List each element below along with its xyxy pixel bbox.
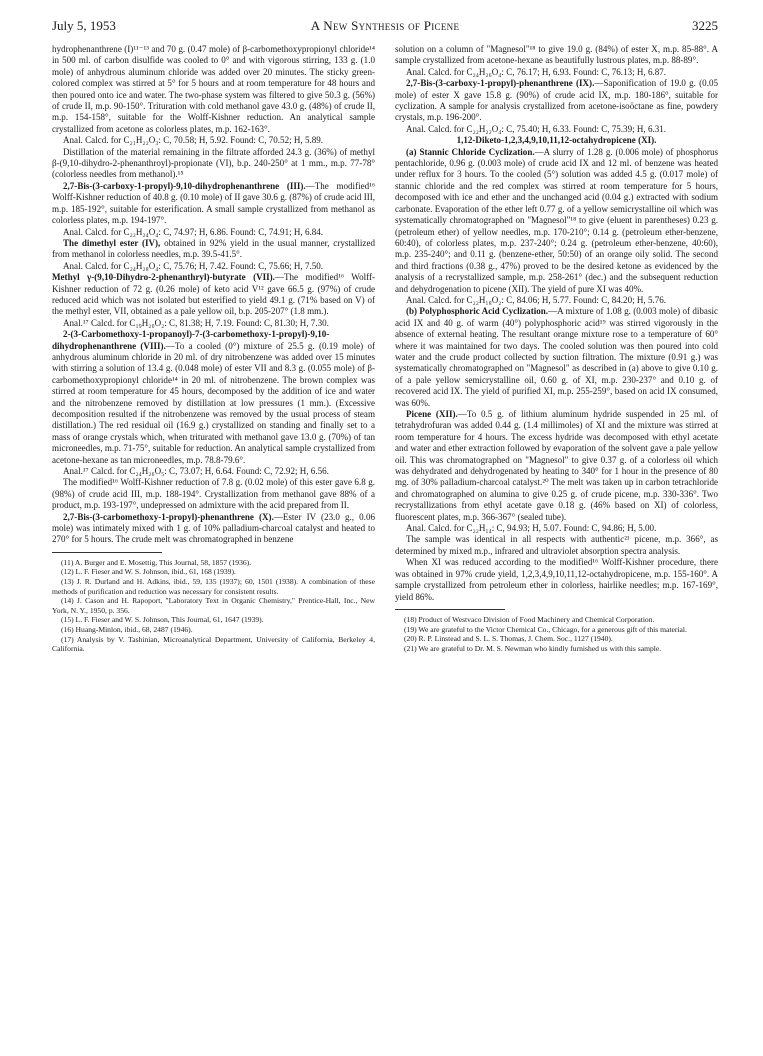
compound-title: Methyl γ-(9,10-Dihydro-2-phenanthryl)-butyrate (VII). bbox=[52, 272, 275, 283]
running-header bbox=[52, 14, 718, 40]
procedure-title: (a) Stannic Chloride Cyclization. bbox=[406, 146, 535, 157]
paragraph bbox=[395, 78, 718, 124]
compound-title: 2,7-Bis-(3-carbomethoxy-1-propyl)-phenanthrene (X). bbox=[63, 511, 274, 522]
paragraph: hydrophenanthrene (I)¹¹⁻¹³ and 70 g. (0.47 mole) of β-carbomethoxypropionyl chloride¹⁴ in 500 ml. of carbon disulfide was cooled to 0° and with vigorous stirring, 133 g. (1.0 mole) of anhydrous aluminum chloride was added over 20 minutes. The sticky green-colored complex was stirred at 5° for 5 hours and at room temperature for 48 hours and then poured onto ice and water. The two-phase system was filtered to give 50.3 g. (56%) of crude II, m.p. 90-150°. Trituration with cold methanol gave 43.0 g. (48%) of crude II, m.p. 154-158°, suitable for the Wolff-Kishner reduction. An analytical sample crystallized from acetone as colorless plates, m.p. 162-163°. bbox=[52, 44, 375, 134]
right-column bbox=[395, 44, 718, 1034]
paragraph bbox=[52, 512, 375, 546]
paragraph bbox=[52, 181, 375, 227]
compound-title: 2,7-Bis-(3-carboxy-1-propyl)-phenanthrene (IX). bbox=[406, 78, 595, 89]
paragraph bbox=[395, 306, 718, 409]
compound-title: The dimethyl ester (IV), bbox=[63, 237, 161, 248]
paragraph bbox=[52, 238, 375, 261]
paragraph bbox=[52, 272, 375, 318]
journal-page bbox=[52, 14, 718, 1044]
paragraph: When XI was reduced according to the modified¹⁶ Wolff-Kishner procedure, there was obtained in 97% crude yield, 1,2,3,4,9,10,11,12-octahydropicene, m.p. 155-160°. A sample crystallized from petroleum ether in colorless, hairlike needles; m.p. 167-169°, yield 86%. bbox=[395, 557, 718, 602]
section-heading: 1,12-Diketo-1,2,3,4,9,10,11,12-octahydropicene (XI). bbox=[456, 135, 657, 146]
footnote: (17) Analysis by V. Tashinian, Microanalytical Department, University of California, Berkeley 4, California. bbox=[52, 634, 375, 654]
paragraph-text: —Saponification of 19.0 g. (0.05 mole) of ester X gave 15.8 g. (90%) of crude acid IX, m.p. 180-186°, suitable for cyclization. A sample for analysis crystallized from acetone-isoöctane as fine, powdery crystals, m.p. 196-200°. bbox=[395, 78, 718, 123]
header-date: July 5, 1953 bbox=[52, 18, 116, 33]
footnote: (12) L. F. Fieser and W. S. Johnson, ibid., 61, 168 (1939). bbox=[61, 567, 236, 577]
two-column-body bbox=[52, 44, 718, 1034]
footnote: (14) J. Cason and H. Rapoport, "Laboratory Text in Organic Chemistry," Prentice-Hall, Inc., New York, N. Y., 1950, p. 356. bbox=[52, 596, 375, 615]
paragraph-text: —A mixture of 1.08 g. (0.003 mole) of dibasic acid IX and 40 g. of warm (40°) polyphosphoric acid¹⁹ was stirred vigorously in the absence of external heating. The resultant orange mixture rose to a temperature of 60° where it was maintained for two days. The cooled solution was then poured into cold water and the crude product collected by suction filtration. The mixture (0.91 g.) was systematically chromatographed on "Magnesol" as described in (a) above to give 0.10 g. of a pale yellow semicrystalline oil, 0.60 g. of XI, m.p. 230-237° and 0.10 g. of recovered acid IX. The yield of purified XI, m.p. 255-259°, based on acid IX consumed, was 60%. bbox=[395, 306, 718, 408]
paragraph-text: obtained in 92% yield in the usual manner, crystallized from methanol in colorless needles, m.p. 39.5-41.5°. bbox=[52, 237, 375, 260]
compound-title: 2,7-Bis-(3-carboxy-1-propyl)-9,10-dihydrophenanthrene (III). bbox=[63, 180, 306, 191]
compound-title: Picene (XII). bbox=[406, 409, 458, 419]
header-page-number: 3225 bbox=[692, 18, 718, 33]
paragraph-text: —The modified¹⁶ Wolff-Kishner reduction of 72 g. (0.26 mole) of keto acid V¹² gave 66.5 g. (97%) of crude reduced acid which was not isolated but esterified to yield 49.1 g. (71% based on V) of the methyl ester, VII, obtained as a pale yellow oil, b.p. 205-207° (1.8 mm.). bbox=[52, 272, 375, 317]
header-title: A New Synthesis of Picene bbox=[310, 18, 460, 33]
footnote-divider bbox=[395, 609, 505, 610]
footnote: (15) L. F. Fieser and W. S. Johnson, This Journal, 61, 1647 (1939). bbox=[61, 615, 264, 625]
compound-title: 2-(3-Carbomethoxy-1-propanoyl)-7-(3-carbomethoxy-1-propyl)-9,10-dihydrophenanthrene (VIII). bbox=[52, 329, 330, 351]
footnote-divider bbox=[52, 552, 162, 553]
left-column bbox=[52, 44, 375, 1034]
paragraph bbox=[52, 329, 375, 466]
analysis-line: Anal. Calcd. for C₂₁H₂₂O₃: C, 70.58; H, 5.92. Found: C, 70.52; H, 5.89. bbox=[63, 135, 324, 146]
paragraph: The modified¹⁶ Wolff-Kishner reduction of 7.8 g. (0.02 mole) of this ester gave 6.8 g. (98%) of crude acid III, m.p. 188-194°. Crystallization from methanol gave 88% of a product, m.p. 193-197°, undepressed on admixture with the acid prepared from II. bbox=[52, 477, 375, 511]
paragraph: Distillation of the material remaining in the filtrate afforded 24.3 g. (36%) of methyl β-(9,10-dihydro-2-phenanthroyl)-propionate (VI), b.p. 240-250° at 1 mm., m.p. 77-78° (colorless needles from methanol).¹⁵ bbox=[52, 146, 375, 180]
analysis-line: Anal. Calcd. for C₂₂H₂₂O₄: C, 75.40; H, 6.33. Found: C, 75.39; H, 6.31. bbox=[406, 123, 667, 134]
paragraph-text: —To a cooled (0°) mixture of 25.5 g. (0.19 mole) of anhydrous aluminum chloride in 20 ml. of dry nitrobenzene was added over 15 minutes with stirring a solution of 13.4 g. (0.048 mole) of ester VII and 8.3 g. (0.055 mole) of β-carbomethoxypropionyl chloride¹⁴ in 20 ml. of nitrobenzene. The brown complex was stirred at room temperature for 45 hours, decomposed by the addition of ice and water and the nitrobenzene removed by distillation at low pressures (1 mm.). (Excessive decomposition resulted if the nitrobenzene was removed by the usual process of steam distillation.) The red residual oil (16.9 g.) crystallized on standing and finally set to a mass of orange crystals which, when triturated with methanol gave 13.0 g. (70%) of tan microneedles, m.p. 71-75°, suitable for reduction. An analytical sample crystallized from acetone-hexane as tan microneedles, m.p. 78.8-79.6°. bbox=[52, 340, 375, 465]
analysis-line: Anal. Calcd. for C₂₂H₂₄O₄: C, 74.97; H, 6.86. Found: C, 74.91; H, 6.84. bbox=[63, 226, 324, 237]
footnote: (18) Product of Westvaco Division of Food Machinery and Chemical Corporation. bbox=[404, 614, 655, 624]
footnotes bbox=[52, 558, 375, 654]
paragraph-text: —A slurry of 1.28 g. (0.006 mole) of phosphorus pentachloride, 0.96 g. (0.003 mole) of crude acid IX and 12 ml. of benzene was heated under reflux for 3 hours. To the cooled (5°) solution was added 4.5 g. (0.017 mole) of stannic chloride and the red complex was stirred at room temperature for 5 hours, decomposed with ice and ether and the unchanged acid (0.04 g.) extracted with sodium carbonate. Evaporation of the ether left 0.77 g. of a yellow semicrystalline oil which was systematically chromatographed on "Magnesol"¹⁸ to give (eluent in parentheses) 0.23 g. (petroleum ether) of yellow needles, m.p. 170-210°; 0.14 g. (petroleum ether-benzene, 60:40), of colorless plates, m.p. 237-240°; 0.24 g. (petroleum ether-benzene, 40:60), m.p. 235-240°; and 0.11 g. (benzene-ether, 50:50) of an orange oily solid. The second and third fractions (0.38 g., 47%) proved to be the desired ketone as evidenced by the analysis of a recrystallized sample, m.p. 258-261° (dec.) and the subsequent reduction and dehydrogenation to picene (XII). The yield of pure XI was 40%. bbox=[395, 146, 718, 294]
paragraph bbox=[395, 409, 718, 523]
footnotes bbox=[395, 615, 718, 653]
paragraph-text: —Ester IV (23.0 g., 0.06 mole) was intimately mixed with 1 g. of 10% palladium-charcoal catalyst and heated to 270° for 5 hours. The crude melt was chromatographed in benzene bbox=[52, 511, 375, 545]
paragraph bbox=[395, 147, 718, 295]
analysis-line: Anal. Calcd. for C₂₄H₂₆O₄: C, 76.17; H, 6.93. Found: C, 76.13; H, 6.87. bbox=[406, 66, 667, 77]
analysis-line: Anal. Calcd. for C₂₄H₂₈O₄: C, 75.76; H, 7.42. Found: C, 75.66; H, 7.50. bbox=[63, 260, 324, 271]
analysis-line: Anal. Calcd. for C₂₂H₁₈O₂: C, 84.06; H, 5.77. Found: C, 84.20; H, 5.76. bbox=[406, 294, 667, 305]
paragraph-text: —To 0.5 g. of lithium aluminum hydride suspended in 25 ml. of tetrahydrofuran was added 0.44 g. (1.4 millimoles) of XI and the mixture was stirred at room temperature for 4 hours. The excess hydride was decomposed with ethyl acetate and water and ether extraction followed by evaporation of the solvent gave a pale yellow oil. This was chromatographed on "Magnesol" to give 0.37 g. of a colorless oil which was dehydrated and dehydrogenated by heating to 340° for 1 hour in the presence of 80 mg. of 30% palladium-charcoal catalyst.²⁰ The melt was taken up in carbon tetrachloride and chromatographed on alumina to give 0.25 g. of crude picene, m.p. 330-336°. Two recrystallizations from ethyl acetate gave 0.18 g. (46% based on XI) of colorless, fluorescent plates, m.p. 366-367° (sealed tube). bbox=[395, 409, 718, 522]
footnote: (16) Huang-Minlon, ibid., 68, 2487 (1946). bbox=[61, 625, 193, 635]
footnote: (20) R. P. Linstead and S. L. S. Thomas, J. Chem. Soc., 1127 (1940). bbox=[404, 634, 613, 644]
analysis-line: Anal.¹⁷ Calcd. for C₂₄H₂₆O₅: C, 73.07; H, 6.64. Found: C, 72.92; H, 6.56. bbox=[63, 466, 329, 477]
footnote: (19) We are grateful to the Victor Chemical Co., Chicago, for a generous gift of this material. bbox=[404, 624, 687, 634]
analysis-line: Anal.¹⁷ Calcd. for C₁₉H₂₀O₂: C, 81.38; H, 7.19. Found: C, 81.30; H, 7.30. bbox=[63, 317, 329, 328]
paragraph: The sample was identical in all respects with authentic²¹ picene, m.p. 366°, as determined by mixed m.p., infrared and ultraviolet absorption spectra analysis. bbox=[395, 534, 718, 556]
footnote: (13) J. R. Durland and H. Adkins, ibid., 59, 135 (1937); 60, 1501 (1938). A combination of these methods of purification and reduction was necessary for consistent results. bbox=[52, 577, 375, 596]
footnote: (11) A. Burger and E. Mosettig, This Journal, 58, 1857 (1936). bbox=[61, 557, 252, 567]
footnote: (21) We are grateful to Dr. M. S. Newman who kindly furnished us with this sample. bbox=[404, 643, 662, 653]
analysis-line: Anal. Calcd. for C₂₂H₁₄: C, 94.93; H, 5.07. Found: C, 94.86; H, 5.00. bbox=[406, 523, 657, 534]
paragraph: solution on a column of "Magnesol"¹⁸ to give 19.0 g. (84%) of ester X, m.p. 85-88°. A sample crystallized from acetone-hexane as beautifully lustrous plates, m.p. 88-89°. bbox=[395, 44, 718, 66]
procedure-title: (b) Polyphosphoric Acid Cyclization. bbox=[406, 306, 549, 317]
paragraph-text: —The modified¹⁶ Wolff-Kishner reduction of 40.8 g. (0.10 mole) of II gave 30.6 g. (87%) of crude acid III, m.p. 185-192°, suitable for esterification. A small sample crystallized from methanol as colorless plates, m.p. 194-197°. bbox=[52, 180, 375, 226]
